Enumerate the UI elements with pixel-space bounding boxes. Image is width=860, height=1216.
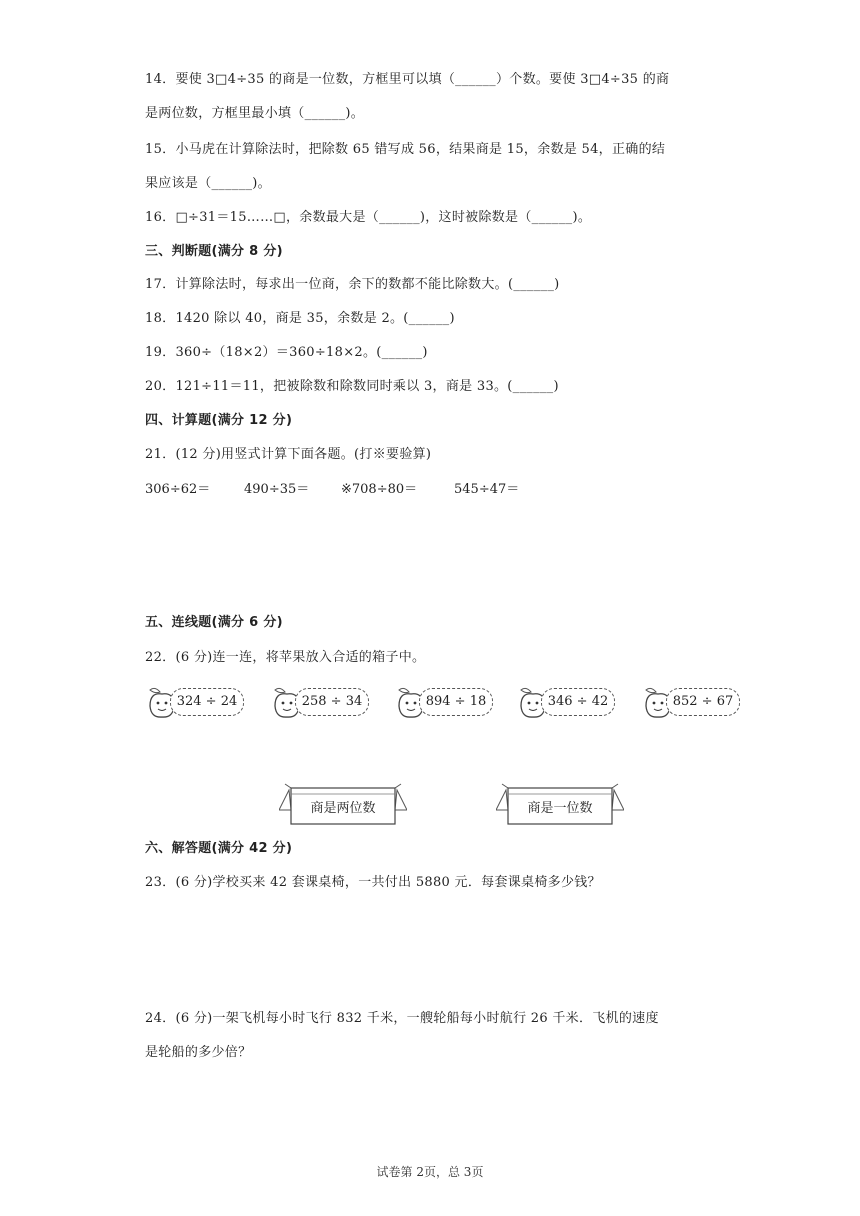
calc-item-3: ※708÷80＝ [341, 482, 418, 497]
apple-label-5: 852 ÷ 67 [666, 688, 740, 716]
section-3-heading: 三、判断题(满分 8 分) [145, 244, 283, 259]
apple-label-1: 324 ÷ 24 [170, 688, 244, 716]
apple-card-3[interactable] [395, 684, 495, 720]
apple-card-5[interactable] [642, 684, 742, 720]
box-label-two-digit: 商是两位数 [310, 801, 376, 816]
apple-card-1[interactable] [146, 684, 246, 720]
section-6-heading: 六、解答题(满分 42 分) [145, 841, 293, 856]
q23: 23．(6 分)学校买来 42 套课桌椅，一共付出 5880 元．每套课桌椅多少钱？ [145, 875, 601, 890]
box-one-digit[interactable] [496, 780, 624, 826]
apple-label-2: 258 ÷ 34 [295, 688, 369, 716]
box-label-one-digit: 商是一位数 [527, 801, 593, 816]
q15-line2: 果应该是（______)。 [145, 176, 271, 191]
q18: 18．1420 除以 40，商是 35，余数是 2。(______) [145, 311, 455, 326]
q19: 19．360÷（18×2）＝360÷18×2。(______) [145, 345, 428, 360]
section-5-heading: 五、连线题(满分 6 分) [145, 615, 283, 630]
page-footer: 试卷第 2页，总 3页 [376, 1165, 484, 1179]
section-4-heading: 四、计算题(满分 12 分) [145, 413, 293, 428]
q17: 17．计算除法时，每求出一位商，余下的数都不能比除数大。(______) [145, 277, 560, 292]
q24-line2: 是轮船的多少倍？ [145, 1045, 252, 1060]
calc-item-1: 306÷62＝ [145, 482, 211, 497]
q21: 21．(12 分)用竖式计算下面各题。(打※要验算) [145, 447, 432, 462]
calc-item-4: 545÷47＝ [454, 482, 520, 497]
q14-line1: 14．要使 3□4÷35 的商是一位数，方框里可以填（______）个数。要使 3□4÷35 的商 [145, 72, 670, 87]
apple-card-2[interactable] [271, 684, 371, 720]
q22: 22．(6 分)连一连，将苹果放入合适的箱子中。 [145, 650, 426, 665]
apple-label-3: 894 ÷ 18 [419, 688, 493, 716]
q20: 20．121÷11＝11，把被除数和除数同时乘以 3，商是 33。(______) [145, 379, 559, 394]
calc-item-2: 490÷35＝ [244, 482, 310, 497]
q14-line2: 是两位数，方框里最小填（______)。 [145, 106, 365, 121]
q16: 16．□÷31＝15……□，余数最大是（______)，这时被除数是（______)。 [145, 210, 592, 225]
q24-line1: 24．(6 分)一架飞机每小时飞行 832 千米，一艘轮船每小时航行 26 千米．飞机的速度 [145, 1011, 659, 1026]
q15-line1: 15．小马虎在计算除法时，把除数 65 错写成 56，结果商是 15，余数是 54，正确的结 [145, 142, 666, 157]
apple-label-4: 346 ÷ 42 [541, 688, 615, 716]
box-two-digit[interactable] [279, 780, 407, 826]
apple-card-4[interactable] [517, 684, 617, 720]
